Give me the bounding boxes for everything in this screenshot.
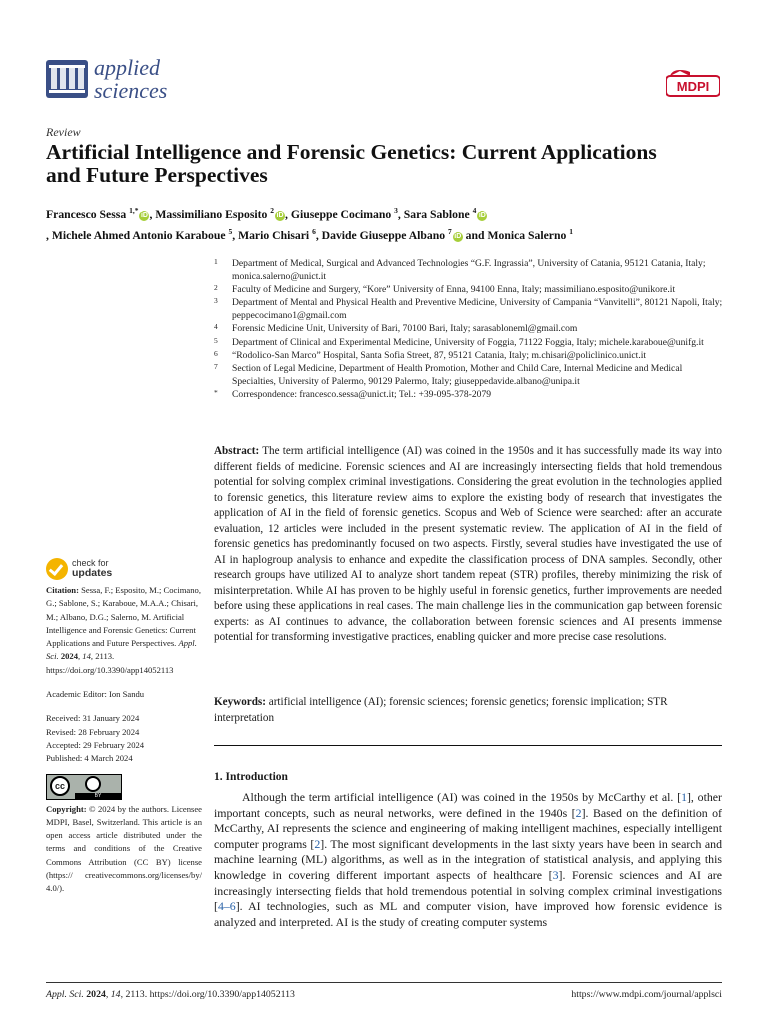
affiliation-item: [214, 258, 724, 284]
affiliation-item: [214, 284, 724, 297]
affiliation-item: [214, 337, 724, 350]
affiliation-text: Department of Clinical and Experimental Medicine, University of Foggia, 71122 Foggia, Italy; michele.karaboue@unifg.it: [232, 336, 704, 348]
citation-link[interactable]: 1: [681, 790, 687, 804]
check-for-updates-badge[interactable]: [46, 558, 166, 582]
article-type: Review: [46, 125, 81, 139]
affiliation-item: [214, 363, 724, 389]
keywords: [214, 695, 722, 726]
date-revised: Revised: 28 February 2024: [46, 726, 140, 737]
affiliation-item: [214, 323, 724, 336]
affiliation-number: *: [214, 388, 218, 398]
date-published: Published: 4 March 2024: [46, 753, 133, 764]
author-affiliation-marker: 6: [312, 226, 316, 236]
author-name: Massimiliano Esposito: [155, 207, 268, 221]
affiliation-item: [214, 350, 724, 363]
author-name: Francesco Sessa: [46, 207, 127, 221]
author-affiliation-marker: 5: [228, 226, 233, 236]
author-name: Mario Chisari: [238, 228, 310, 242]
cc-by-license-badge[interactable]: [46, 774, 122, 800]
affiliation-item: [214, 389, 724, 402]
citation: Citation: Sessa, F.; Esposito, M.; Cocimano, G.; Sablone, S.; Karaboue, M.A.A.; Chisari, M.; Albano, D.G.; Salerno, M. Artificial Intelligence and Forensic Genetics: Current Applications and Future Perspectives. Appl. Sci. 2024, 14, 2113. https://doi.org/10.3390/app14052113: [46, 585, 201, 675]
check-updates-line2: updates: [72, 567, 113, 579]
attribution-icon: [85, 776, 101, 792]
abstract: [214, 444, 722, 646]
author-name: Michele Ahmed Antonio Karaboue: [51, 228, 226, 242]
author-name: Davide Giuseppe Albano: [321, 228, 446, 242]
intro-text: ]. AI technologies, such as ML and computer vision, have improved how forensic evidence is analyzed and interpreted. AI is the study of creating computer systems: [214, 899, 722, 929]
author-name: Giuseppe Cocimano: [290, 207, 392, 221]
article-title: Artificial Intelligence and Forensic Genetics: Current Applications and Future Perspectives: [46, 140, 657, 187]
affiliations: [214, 258, 724, 403]
section-divider: [214, 745, 722, 746]
affiliation-item: [214, 297, 724, 323]
author-affiliation-marker: 2: [270, 206, 275, 215]
orcid-icon[interactable]: iD: [454, 232, 462, 240]
affiliation-text: Department of Mental and Physical Health and Preventive Medicine, University of Campania “Vanvitelli”, 80121 Napoli, Italy; peppecocimano1@gmail.com: [232, 297, 723, 322]
keywords-label: Keywords:: [214, 696, 266, 708]
intro-text: Although the term artificial intelligence (AI) was coined in the 1950s by McCarthy et al. [: [242, 790, 682, 804]
affiliation-number: 5: [214, 335, 218, 345]
citation-link[interactable]: 3: [552, 867, 559, 882]
author-affiliation-marker: 4: [472, 206, 477, 215]
affiliation-number: 2: [214, 283, 218, 293]
orcid-icon[interactable]: iD: [140, 211, 148, 219]
intro-paragraph: [214, 790, 722, 930]
journal-logo-icon: [46, 60, 88, 98]
by-label: BY: [75, 793, 121, 799]
affiliation-text: Forensic Medicine Unit, University of Bari, 70100 Bari, Italy; sarasablone​ml@gmail.com: [232, 323, 578, 335]
sidebar: [46, 584, 202, 896]
intro-text: ]. Forensic sciences and AI are increasingly intersecting fields that hold tremendous potential in solving complex criminal investigations [: [214, 867, 723, 914]
affiliation-text: Correspondence: francesco.sessa@unict.it; Tel.: +39-095-378-2079: [232, 389, 492, 401]
footer-citation: Appl. Sci. 2024, 14, 2113. https://doi.org/10.3390/app14052113: [46, 989, 295, 1000]
abstract-label: Abstract:: [214, 445, 260, 457]
orcid-icon[interactable]: iD: [276, 211, 284, 219]
author-list: Francesco Sessa $^{1,*}$iD , Massimiliano Esposito $^2$iD , Giuseppe Cocimano $^3$, Sara Sablone $^4$iD , Michele Ahmed Antonio Karaboue $^5$, Mario Chisari $^6$, Davide Giuseppe Albano $^7$iD and Monica Salerno $^1$: [46, 206, 574, 242]
author-name: Monica Salerno: [487, 228, 567, 242]
publisher-name: MDPI: [676, 79, 710, 94]
journal-logo[interactable]: [46, 55, 186, 106]
affiliation-number: 7: [214, 362, 218, 372]
citation-link[interactable]: 4–6: [217, 899, 236, 914]
affiliation-text: “Rodolico-San Marco” Hospital, Santa Sofia Street, 87, 95121 Catania, Italy; m.chisari@policlinico.unict.it: [232, 350, 647, 362]
affiliation-text: Section of Legal Medicine, Department of Health Promotion, Mother and Child Care, Internal Medicine and Medical Specialties, University of Palermo, 90129 Palermo, Italy; giuseppedavide.albano@unipa.it: [232, 363, 683, 388]
affiliation-number: 1: [214, 257, 218, 266]
citation-link[interactable]: 2: [314, 836, 321, 851]
abstract-text: The term artificial intelligence (AI) was coined in the 1950s and it has successfully made its way into different fields of medicine. Forensic sciences and AI are increasingly intersecting fields that hold tremendous potential for solving complex criminal investigations. Considering the great evolution in the technologies applied to forensic genetics, this literature review aims to explore the existing body of research that investigates the application of AI in the field of forensic genetics. Scopus and Web of Science were searched: after an accurate evaluation, 12 articles were included in the present systematic review. The application of AI in the field of forensic genetics has predominantly focused on two aspects. Firstly, several studies have investigated the use of AI in haplogroup analysis to enhance and expedite the classification process of DNA samples. Secondly, other research groups have utilized AI to analyze short tandem repeat (STR) profiles, thereby minimizing the risk of misinterpretation. While AI has proven to be highly useful in forensic genetics, further improvements are needed before using these applications in real cases. The main challenge lies in the communication gap between forensic experts: as AI continues to advance, the collaboration between forensic sciences and AI presents immense potential for transforming investigative practices, enabling quicker and more precise case resolutions.: [214, 445, 722, 643]
check-updates-line1: check for: [72, 558, 109, 568]
intro-text: ]. The most significant developments in the last sixty years have been in search and machine learning (ML) algorithms, as well as in the integration of statistical analysis, and applying this knowledge in covering different important aspects of healthcare [: [214, 836, 723, 882]
date-accepted: Accepted: 29 February 2024: [46, 739, 145, 750]
check-for-updates-icon: [46, 558, 68, 580]
affiliation-text: Faculty of Medicine and Surgery, “Kore” University of Enna, 94100 Enna, Italy; massimiliano.esposito@unikore.it: [232, 284, 676, 296]
mdpi-logo[interactable]: [666, 70, 720, 100]
author-name: Sara Sablone: [403, 207, 470, 221]
author-affiliation-marker: 1: [569, 226, 574, 236]
journal-name: applied sciences: [94, 55, 168, 103]
orcid-icon[interactable]: iD: [478, 211, 486, 219]
footer-rule: [46, 982, 722, 983]
keywords-text: artificial intelligence (AI); forensic sciences; forensic genetics; forensic implication; STR interpretation: [214, 696, 668, 724]
author-affiliation-marker: 3: [394, 206, 398, 215]
affiliation-number: 3: [214, 296, 218, 306]
copyright: Copyright: © 2024 by the authors. Licensee MDPI, Basel, Switzerland. This article is an open access article distributed under the terms and conditions of the Creative Commons Attribution (CC BY) license (https:// creativecommons.org/licenses/by/ 4.0/).: [46, 803, 202, 894]
footer-journal-url[interactable]: https://www.mdpi.com/journal/applsci: [571, 989, 722, 1000]
intro-text: ]. Based on the definition of McCarthy, AI represents the science and engineering of making intelligent machines, especially intelligent computer programs [: [214, 805, 722, 851]
section-heading: 1. Introduction: [214, 771, 288, 783]
author-affiliation-marker: 7: [448, 226, 452, 236]
affiliation-number: 6: [214, 349, 218, 359]
cc-icon: cc: [50, 776, 70, 796]
affiliation-number: 4: [214, 322, 218, 332]
author-affiliation-marker: 1,*: [129, 206, 139, 215]
intro-text: ], other important concepts, such as neural networks, were defined in the 1940s [: [214, 790, 722, 820]
citation-link[interactable]: 2: [575, 805, 582, 820]
date-received: Received: 31 January 2024: [46, 713, 140, 724]
academic-editor: Academic Editor: Ion Sandu: [46, 689, 145, 700]
affiliation-text: Department of Medical, Surgical and Advanced Technologies “G.F. Ingrassia”, University of Catania, 95121 Catania, Italy; monica.salerno@unict.it: [232, 258, 706, 282]
